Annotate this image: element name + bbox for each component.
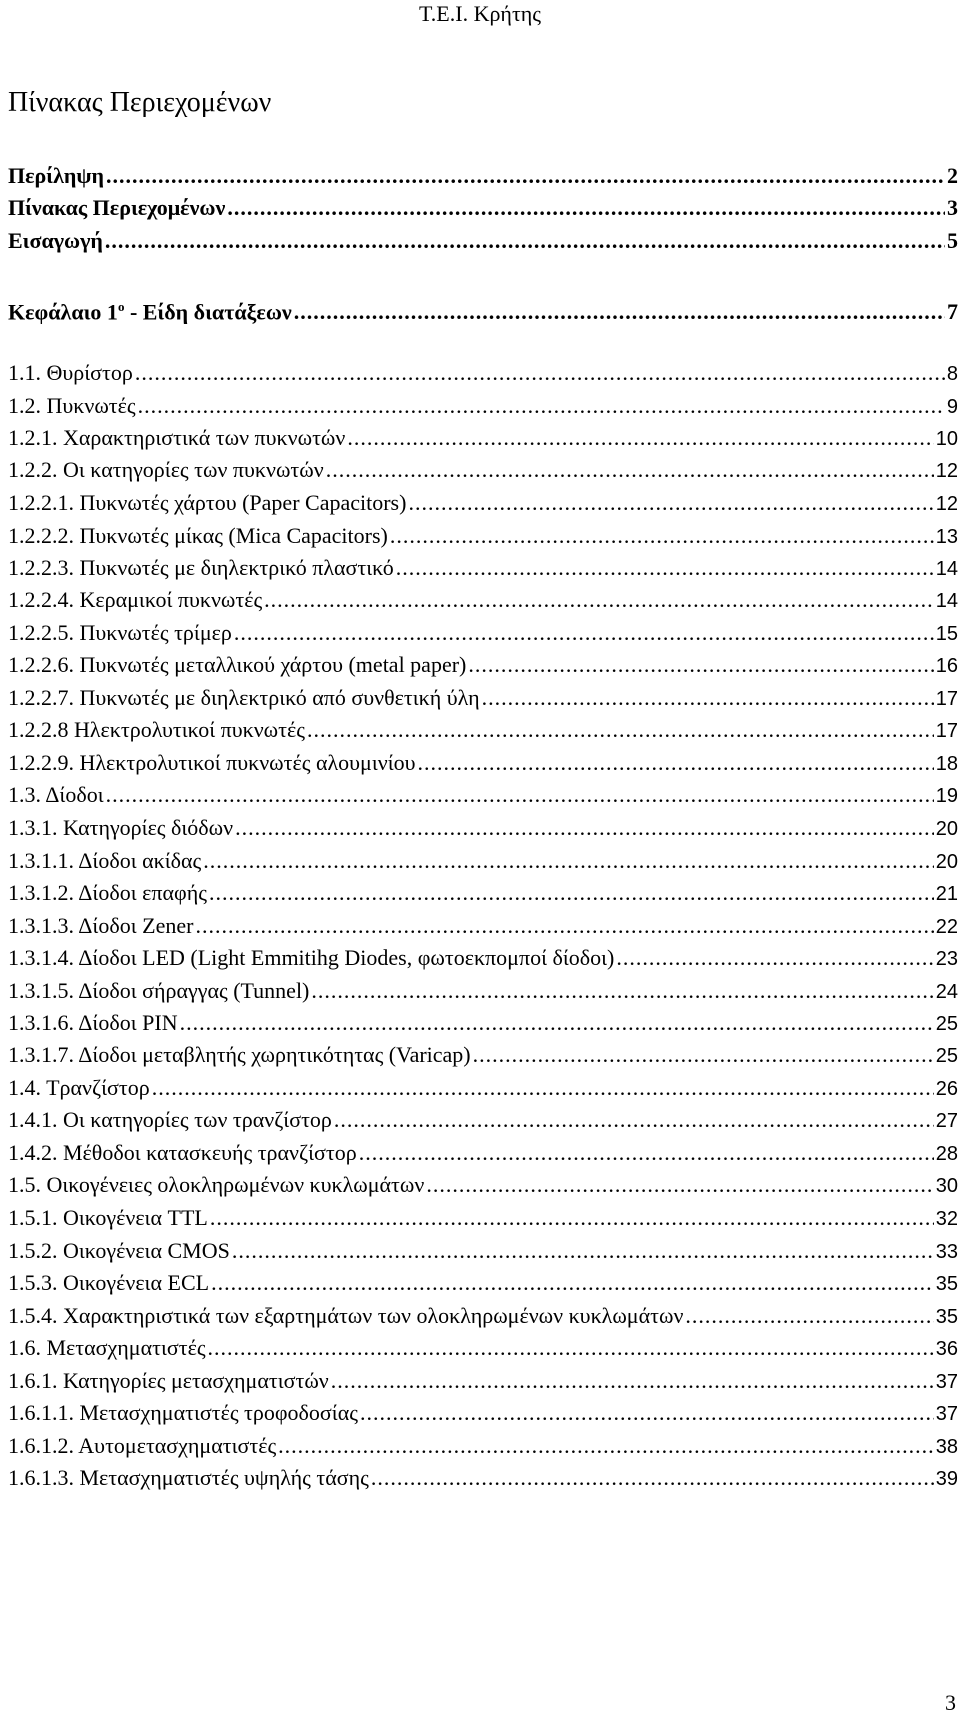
toc-entry-chapter[interactable]	[8, 291, 958, 323]
toc-leader-dots	[408, 487, 933, 519]
toc-entry[interactable]	[8, 1007, 958, 1039]
toc-entry-label: 1.6.1.3. Μετασχηματιστές υψηλής τάσης	[8, 1465, 369, 1490]
toc-entry-label: Εισαγωγή	[8, 228, 103, 253]
toc-leader-dots	[210, 1202, 934, 1234]
toc-entry[interactable]	[8, 1137, 958, 1169]
toc-entry[interactable]	[8, 1235, 958, 1267]
toc-entry-label: 1.2.2.1. Πυκνωτές χάρτου (Paper Capacitors)	[8, 490, 407, 515]
toc-entry[interactable]	[8, 584, 958, 616]
toc-entry[interactable]	[8, 910, 958, 942]
toc-entry-label: 1.3.1.4. Δίοδοι LED (Light Emmitihg Diodes, φωτοεκπομποί δίοδοι)	[8, 945, 615, 970]
toc-entry[interactable]	[8, 1332, 958, 1364]
toc-entry-label: 1.2.2.4. Κεραμικοί πυκνωτές	[8, 587, 263, 612]
toc-entry-label: 1.5.2. Οικογένεια CMOS	[8, 1238, 230, 1263]
toc-entry-page: 24	[935, 981, 958, 1003]
toc-entry-label: 1.2.2.2. Πυκνωτές μίκας (Mica Capacitors)	[8, 523, 388, 548]
toc-entry-page: 8	[946, 363, 958, 385]
toc-entry-page: 19	[935, 785, 958, 807]
toc-entry-page: 10	[935, 428, 958, 450]
toc-entry[interactable]	[8, 1104, 958, 1136]
toc-entry-label: 1.2.2.6. Πυκνωτές μεταλλικού χάρτου (metal paper)	[8, 652, 467, 677]
toc-entry-label: 1.5.4. Χαρακτηριστικά των εξαρτημάτων των ολοκληρωμένων κυκλωμάτων	[8, 1303, 684, 1328]
toc-entry[interactable]	[8, 682, 958, 714]
toc-entry[interactable]	[8, 225, 958, 257]
toc-entry-label: 1.3.1.3. Δίοδοι Zener	[8, 913, 194, 938]
toc-entry[interactable]	[8, 845, 958, 877]
toc-entry-page: 35	[935, 1306, 958, 1328]
toc-entry-page: 22	[935, 916, 958, 938]
toc-entry-page: 12	[935, 460, 958, 482]
toc-entry[interactable]	[8, 649, 958, 681]
toc-entry[interactable]	[8, 747, 958, 779]
toc-entry[interactable]	[8, 1462, 958, 1494]
toc-entry-label: 1.3. Δίοδοι	[8, 782, 104, 807]
toc-entry-label: 1.6.1.1. Μετασχηματιστές τροφοδοσίας	[8, 1400, 358, 1425]
toc-chapter-prefix: Κεφάλαιο 1	[8, 299, 118, 325]
toc-entry[interactable]	[8, 877, 958, 909]
toc-leader-dots	[426, 1169, 933, 1201]
toc-entry-page: 25	[935, 1045, 958, 1067]
toc-leader-dots	[264, 584, 934, 616]
toc-leader-dots	[227, 192, 945, 224]
toc-entry-label: 1.3.1. Κατηγορίες διόδων	[8, 815, 234, 840]
toc-entry-page: 37	[935, 1371, 958, 1393]
toc-leader-dots	[105, 225, 945, 257]
toc-leader-dots	[209, 877, 934, 909]
toc-entry[interactable]	[8, 1365, 958, 1397]
toc-entry-label: 1.2.2.9. Ηλεκτρολυτικοί πυκνωτές αλουμινίου	[8, 750, 416, 775]
toc-entry[interactable]	[8, 942, 958, 974]
toc-leader-dots	[359, 1137, 934, 1169]
toc-entry[interactable]	[8, 779, 958, 811]
toc-entry-page: 30	[935, 1175, 958, 1197]
toc-leader-dots	[326, 454, 934, 486]
toc-entry-label: 1.3.1.6. Δίοδοι PIN	[8, 1010, 178, 1035]
toc-leader-dots	[311, 975, 933, 1007]
toc-entry-label: 1.5. Οικογένειες ολοκληρωμένων κυκλωμάτων	[8, 1172, 425, 1197]
toc-entry-label: 1.2.2. Οι κατηγορίες των πυκνωτών	[8, 457, 324, 482]
toc-entry-page: 33	[935, 1241, 958, 1263]
toc-leader-dots	[180, 1007, 934, 1039]
toc-entry[interactable]	[8, 1169, 958, 1201]
toc-chapter-ordinal: ο	[117, 299, 125, 314]
toc-leader-dots	[234, 617, 934, 649]
toc-leader-dots	[418, 747, 934, 779]
toc-entry-label: 1.3.1.5. Δίοδοι σήραγγας (Tunnel)	[8, 978, 310, 1003]
toc-entry-page: 16	[935, 655, 958, 677]
toc-entry[interactable]	[8, 552, 958, 584]
toc-entry[interactable]	[8, 617, 958, 649]
toc-entry-page: 28	[935, 1143, 958, 1165]
toc-leader-dots	[468, 649, 933, 681]
toc-entry-page: 36	[935, 1338, 958, 1360]
toc-entry-label: 1.2.2.8 Ηλεκτρολυτικοί πυκνωτές	[8, 717, 305, 742]
toc-entry[interactable]	[8, 1300, 958, 1332]
toc-entry[interactable]	[8, 390, 958, 422]
toc-entry[interactable]	[8, 1267, 958, 1299]
toc-leader-dots	[106, 779, 934, 811]
toc-entry-label: 1.2.1. Χαρακτηριστικά των πυκνωτών	[8, 425, 346, 450]
toc-entry-page: 26	[935, 1078, 958, 1100]
toc-entry-label: 1.3.1.1. Δίοδοι ακίδας	[8, 848, 202, 873]
toc-entry-page: 9	[946, 396, 958, 418]
toc-entry[interactable]	[8, 1039, 958, 1071]
toc-entry-page: 21	[935, 883, 958, 905]
toc-entry-page: 32	[935, 1208, 958, 1230]
toc-chapter-title: - Είδη διατάξεων	[124, 299, 292, 325]
toc-entry-page: 39	[935, 1468, 958, 1490]
toc-entry[interactable]	[8, 454, 958, 486]
toc-entry[interactable]	[8, 160, 958, 192]
toc-entry-label: 1.4. Τρανζίστορ	[8, 1075, 150, 1100]
toc-leader-dots	[135, 357, 945, 389]
toc-leader-dots	[203, 845, 933, 877]
toc-entry-page: 3	[947, 195, 958, 220]
toc-leader-dots	[331, 1365, 934, 1397]
toc-entry-label: 1.4.1. Οι κατηγορίες των τρανζίστορ	[8, 1107, 332, 1132]
toc-entry-page: 12	[935, 493, 958, 515]
toc-entry-page: 7	[947, 299, 958, 325]
toc-entry-page: 14	[935, 590, 958, 612]
toc-entry-label: 1.2.2.3. Πυκνωτές με διηλεκτρικό πλαστικό	[8, 555, 394, 580]
toc-entry-label: 1.2. Πυκνωτές	[8, 393, 136, 418]
toc-entry-label: 1.5.3. Οικογένεια ECL	[8, 1270, 210, 1295]
toc-entry[interactable]	[8, 812, 958, 844]
toc-leader-dots	[138, 390, 945, 422]
toc-leader-dots	[106, 160, 945, 192]
toc-entry-page: 14	[935, 558, 958, 580]
toc-leader-dots	[152, 1072, 934, 1104]
toc-entry-page: 27	[935, 1110, 958, 1132]
page-title: Πίνακας Περιεχομένων	[8, 87, 272, 118]
toc-entry-label: Πίνακας Περιεχομένων	[8, 195, 226, 220]
toc-entry[interactable]	[8, 192, 958, 224]
toc-entry-label: 1.2.2.5. Πυκνωτές τρίμερ	[8, 620, 232, 645]
toc-entry-page: 5	[947, 228, 958, 253]
toc-leader-dots	[616, 942, 933, 974]
toc-leader-dots	[334, 1104, 934, 1136]
toc-leader-dots	[278, 1430, 934, 1462]
toc-entry-page: 23	[935, 948, 958, 970]
toc-entry-label: 1.3.1.7. Δίοδοι μεταβλητής χωρητικότητας (Varicap)	[8, 1042, 471, 1067]
toc-leader-dots	[195, 910, 933, 942]
toc-entry-page: 18	[935, 753, 958, 775]
toc-entry[interactable]	[8, 1202, 958, 1234]
toc-entry-page: 38	[935, 1436, 958, 1458]
toc-entry-label: 1.6. Μετασχηματιστές	[8, 1335, 206, 1360]
toc-entry-page: 17	[935, 688, 958, 710]
toc-entry-page: 20	[935, 818, 958, 840]
toc-leader-dots	[371, 1462, 934, 1494]
toc-entry-label: 1.6.1. Κατηγορίες μετασχηματιστών	[8, 1368, 329, 1393]
toc-leader-dots	[232, 1235, 934, 1267]
toc-entry-label: 1.5.1. Οικογένεια TTL	[8, 1205, 208, 1230]
toc-entry-page: 13	[935, 526, 958, 548]
toc-entry[interactable]	[8, 975, 958, 1007]
toc-leader-dots	[473, 1039, 934, 1071]
toc-leader-dots	[208, 1332, 934, 1364]
toc-entry-label: 1.6.1.2. Αυτομετασχηματιστές	[8, 1433, 277, 1458]
toc-entry-page: 2	[947, 163, 958, 188]
toc-leader-dots	[347, 422, 933, 454]
toc-entry-label: 1.3.1.2. Δίοδοι επαφής	[8, 880, 207, 905]
toc-leader-dots	[235, 812, 934, 844]
toc-entry-page: 35	[935, 1273, 958, 1295]
toc-entry-label: 1.2.2.7. Πυκνωτές με διηλεκτρικό από συνθετική ύλη	[8, 685, 480, 710]
toc-entry-label	[8, 291, 292, 328]
toc-entry[interactable]	[8, 422, 958, 454]
page-header: Τ.Ε.Ι. Κρήτης	[419, 1, 541, 26]
toc-leader-dots	[211, 1267, 934, 1299]
toc-entry-label: 1.1. Θυρίστορ	[8, 360, 133, 385]
toc-entry-page: 15	[935, 623, 958, 645]
toc-entry[interactable]	[8, 520, 958, 552]
page-number: 3	[945, 1690, 956, 1715]
toc-leader-dots	[360, 1397, 934, 1429]
toc-leader-dots	[396, 552, 934, 584]
toc-leader-dots	[307, 714, 934, 746]
toc-entry-page: 17	[935, 720, 958, 742]
toc-entry-label: Περίληψη	[8, 163, 105, 188]
toc-entry[interactable]	[8, 714, 958, 746]
toc-leader-dots	[482, 682, 934, 714]
toc-entry-page: 25	[935, 1013, 958, 1035]
toc-entry-page: 20	[935, 851, 958, 873]
toc-leader-dots	[294, 296, 945, 328]
toc-entry[interactable]	[8, 1430, 958, 1462]
toc-entry[interactable]	[8, 1397, 958, 1429]
toc-entry-label: 1.4.2. Μέθοδοι κατασκευής τρανζίστορ	[8, 1140, 357, 1165]
toc-entry[interactable]	[8, 487, 958, 519]
toc-entry[interactable]	[8, 1072, 958, 1104]
toc-entry-page: 37	[935, 1403, 958, 1425]
toc-leader-dots	[685, 1300, 933, 1332]
toc-leader-dots	[390, 520, 934, 552]
toc-entry[interactable]	[8, 357, 958, 389]
